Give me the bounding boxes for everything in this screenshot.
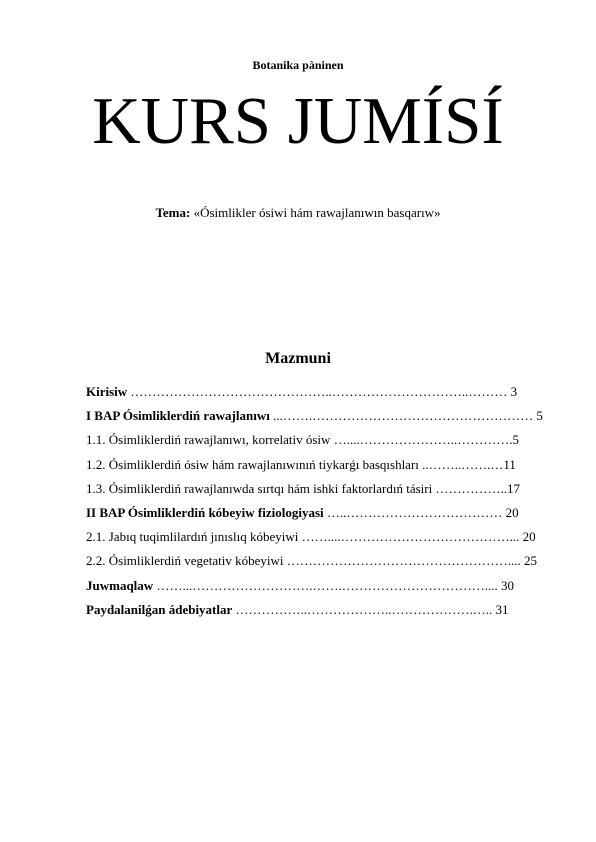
toc-entry <box>86 601 556 625</box>
toc-entry-page-number: 17 <box>506 480 520 496</box>
toc-entry-leader: …..……………………………… <box>323 504 506 520</box>
topic-label: Tema: <box>155 205 191 220</box>
subject-line: Botanika pàninen <box>252 58 344 72</box>
toc-entry-page-number: 20 <box>522 529 536 545</box>
toc-entry <box>86 383 556 407</box>
toc-entry <box>86 552 556 576</box>
toc-title: Mazmuni <box>265 350 331 367</box>
toc-entry <box>86 504 556 528</box>
toc-entry-label: 2.1. Jabıq tuqimlilardıń jınıslıq kóbeyiwi <box>86 529 299 545</box>
toc-entry-page-number: 20 <box>505 504 519 520</box>
toc-entry-page-number: 5 <box>512 432 519 448</box>
toc-entry-label: 2.2. Ósimliklerdiń vegetativ kóbeyiwi <box>86 553 284 569</box>
toc-entry-leader: ……....…………………………………... <box>298 529 523 545</box>
toc-entry-leader: …………….. <box>432 480 507 496</box>
main-title: KURS JUMÍSÍ <box>92 84 504 158</box>
toc-entry <box>86 528 556 552</box>
toc-entry <box>86 577 556 601</box>
toc-entry-leader: …....…………………..…………. <box>330 432 513 448</box>
toc-entry-leader: ………………………………………..…………………………..……… <box>127 384 511 399</box>
toc-entry-label: 1.2. Ósimliklerdiń ósiw hám rawajlanıwınıń tiykarǵı basqıshları <box>86 456 419 472</box>
toc-entry-label: Paydalanilǵan ádebiyatlar <box>86 601 233 617</box>
toc-entry-label: II BAP Ósimliklerdiń kóbeyiw fiziologiyasi <box>86 504 324 520</box>
toc-entry-label: Juwmaqlaw <box>86 577 154 593</box>
toc-entry-page-number: 5 <box>536 408 543 424</box>
toc-entry-page-number: 30 <box>500 577 514 593</box>
toc-entry <box>86 456 556 480</box>
toc-entry-label: 1.1. Ósimliklerdiń rawajlanıwı, korrelativ ósiw <box>86 432 331 448</box>
toc-entry-page-number: 3 <box>510 384 518 399</box>
topic-value: «Ósimlikler ósiwi hám rawajlanıwın basqarıw» <box>193 205 441 220</box>
toc-entry-page-number: 31 <box>495 601 509 617</box>
toc-entry-leader: ……...……………………….…….…………………………….... <box>153 577 501 593</box>
toc-entry-label: I BAP Ósimliklerdiń rawajlanıwı <box>86 408 270 424</box>
toc-entry-leader: ..……..…….… <box>418 456 504 472</box>
toc-entry-leader: …………………………………………….... <box>283 553 524 569</box>
toc-entry-label: Kirisiw <box>86 384 128 399</box>
toc-entry <box>86 480 556 504</box>
toc-entry-leader: ...…….…………………………………………… <box>269 408 537 424</box>
toc-entry-label: 1.3. Ósimliklerdiń rawajlanıwda sırtqı hám ishki faktorlardıń tásiri <box>86 480 433 496</box>
table-of-contents <box>86 383 556 625</box>
toc-entry <box>86 431 556 455</box>
toc-entry-page-number: 25 <box>524 553 537 569</box>
topic-line <box>0 205 596 221</box>
toc-entry-leader: ……………..………………..……………….….. <box>232 601 496 617</box>
toc-entry-page-number: 11 <box>503 456 516 472</box>
toc-entry <box>86 407 556 431</box>
